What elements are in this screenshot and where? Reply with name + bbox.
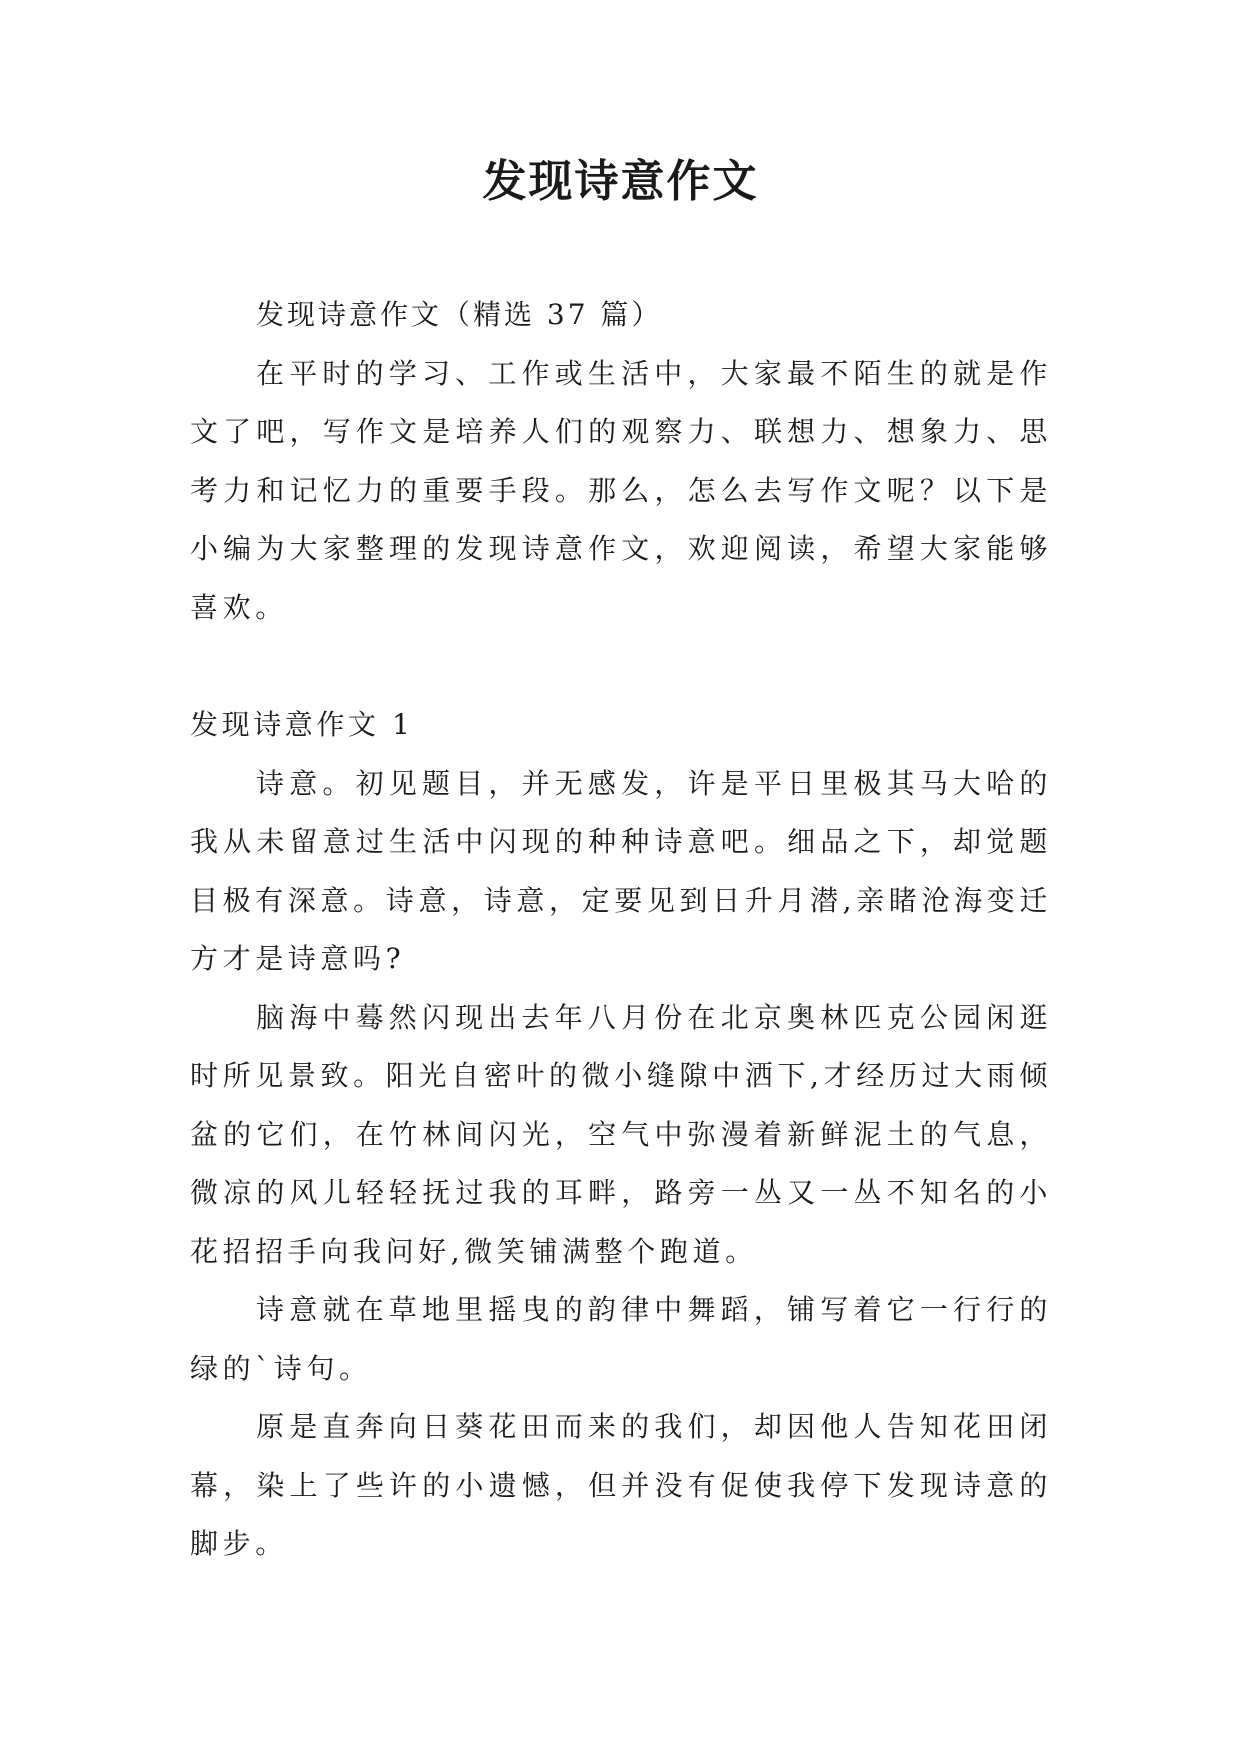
body-paragraph-3: 诗意就在草地里摇曳的韵律中舞蹈，铺写着它一行行的绿的`诗句。 (190, 1293, 1052, 1385)
intro-paragraph: 在平时的学习、工作或生活中，大家最不陌生的就是作文了吧，写作文是培养人们的观察力、联想力、想象力、思考力和记忆力的重要手段。那么，怎么去写作文呢？以下是小编为大家整理的发现诗意作文，欢迎阅读，希望大家能够喜欢。 (190, 356, 1052, 624)
document-subtitle: 发现诗意作文（精选 37 篇） (256, 298, 663, 331)
body-paragraph-1: 诗意。初见题目，并无感发，许是平日里极其马大哈的我从未留意过生活中闪现的种种诗意吧。细品之下，却觉题目极有深意。诗意，诗意，定要见到日升月潜,亲睹沧海变迁方才是诗意吗? (190, 766, 1052, 975)
body-paragraph-2: 脑海中蓦然闪现出去年八月份在北京奥林匹克公园闲逛时所见景致。阳光自密叶的微小缝隙中洒下,才经历过大雨倾盆的它们，在竹林间闪光，空气中弥漫着新鲜泥土的气息，微凉的风儿轻轻抚过我的耳畔，路旁一丛又一丛不知名的小花招招手向我问好,微笑铺满整个跑道。 (190, 1000, 1052, 1268)
document-body (190, 286, 1052, 1574)
body-paragraph-4: 原是直奔向日葵花田而来的我们，却因他人告知花田闭幕，染上了些许的小遗憾，但并没有促使我停下发现诗意的脚步。 (190, 1410, 1052, 1560)
document-title: 发现诗意作文 (482, 156, 759, 207)
section-heading: 发现诗意作文 1 (190, 708, 414, 741)
